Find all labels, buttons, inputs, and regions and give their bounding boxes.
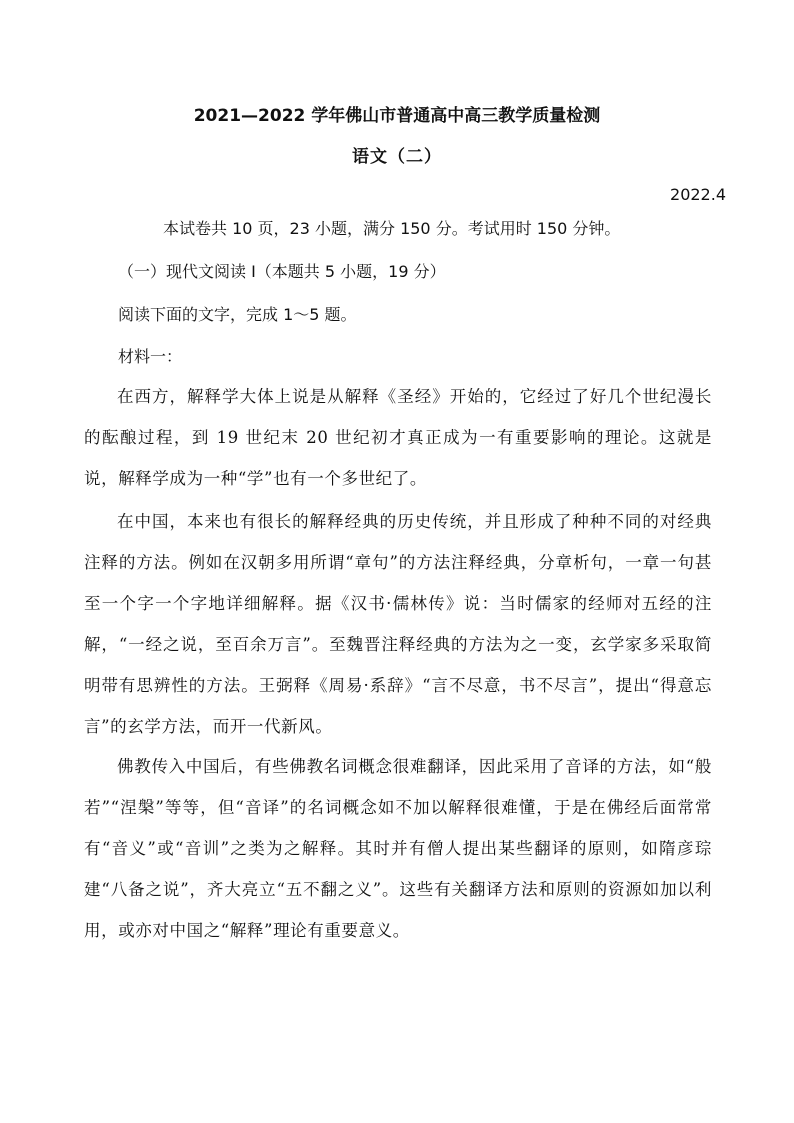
body-paragraph-1: 在西方，解释学大体上说是从解释《圣经》开始的，它经过了好几个世纪漫长的酝酿过程，到 19 世纪末 20 世纪初才真正成为一有重要影响的理论。这就是说，解释学成为一种“学”也有一个多世纪了。 xyxy=(84,387,712,488)
section-heading: （一）现代文阅读 I（本题共 5 小题，19 分） xyxy=(118,262,446,281)
subject-title: 语文（二） xyxy=(352,147,442,167)
body-paragraph-3: 佛教传入中国后，有些佛教名词概念很难翻译，因此采用了音译的方法，如“般若”“涅槃”等等，但“音译”的名词概念如不加以解释很难懂，于是在佛经后面常常有“音义”或“音训”之类为之解释。其时并有僧人提出某些翻译的原则，如隋彦琮建“八备之说”，齐大亮立“五不翻之义”。这些有关翻译方法和原则的资源如加以利用，或亦对中国之“解释”理论有重要意义。 xyxy=(84,757,712,940)
material-label: 材料一： xyxy=(118,347,183,366)
reading-prompt: 阅读下面的文字，完成 1～5 题。 xyxy=(118,305,357,324)
exam-intro: 本试卷共 10 页，23 小题，满分 150 分。考试用时 150 分钟。 xyxy=(163,219,621,238)
exam-title: 2021—2022 学年佛山市普通高中高三教学质量检测 xyxy=(193,106,601,126)
exam-date: 2022.4 xyxy=(670,185,726,204)
body-paragraph-2: 在中国，本来也有很长的解释经典的历史传统，并且形成了种种不同的对经典注释的方法。例如在汉朝多用所谓“章句”的方法注释经典，分章析句，一章一句甚至一个字一个字地详细解释。据《汉书·儒林传》说：当时儒家的经师对五经的注解，“一经之说，至百余万言”。至魏晋注释经典的方法为之一变，玄学家多采取简明带有思辨性的方法。王弼释《周易·系辞》“言不尽意，书不尽言”，提出“得意忘言”的玄学方法，而开一代新风。 xyxy=(84,512,712,736)
